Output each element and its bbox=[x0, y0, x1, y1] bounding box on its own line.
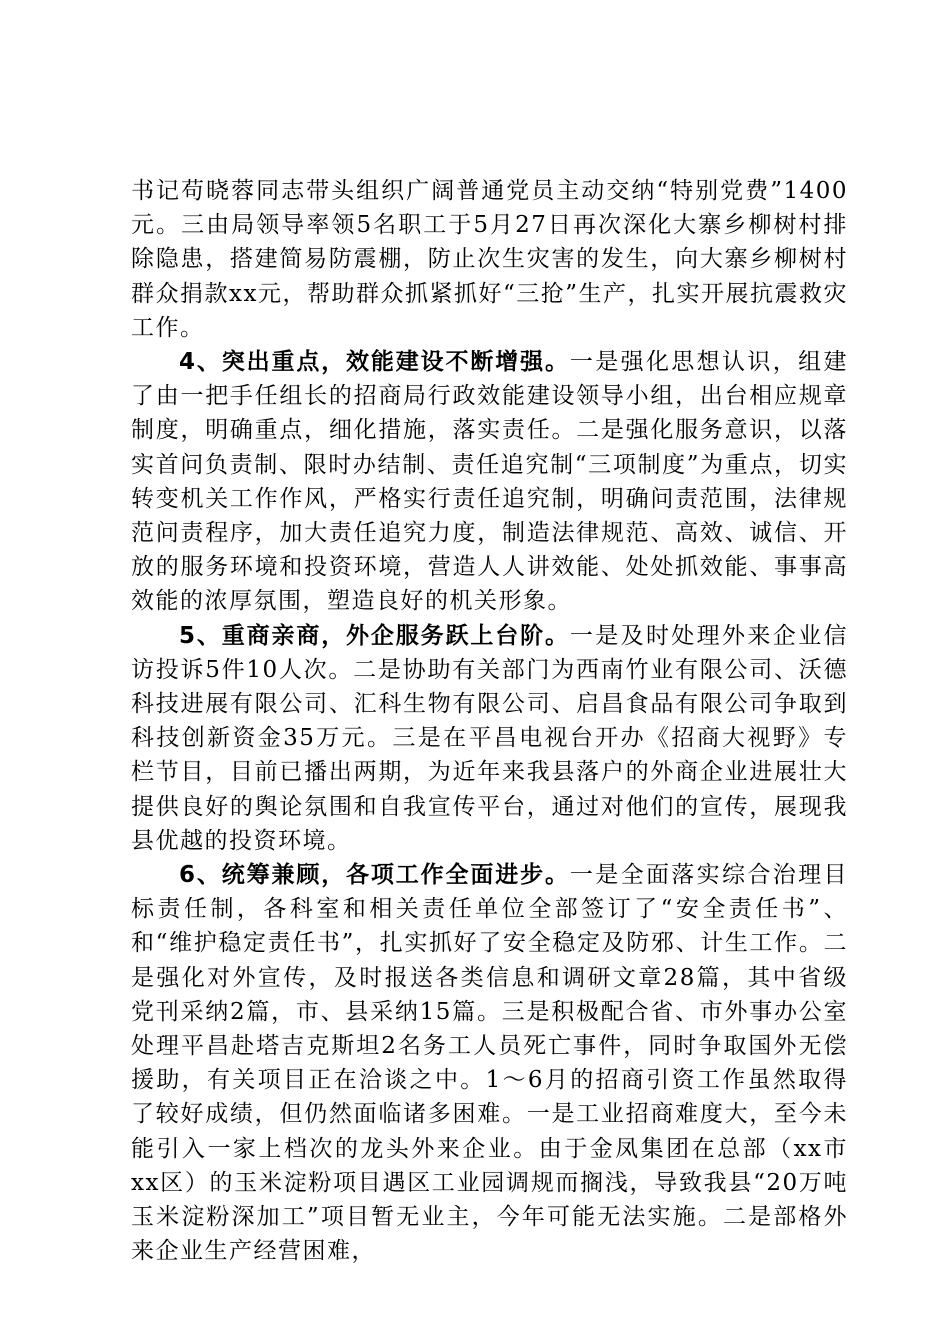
paragraph-heading: 5、重商亲商，外企服务跃上台阶。 bbox=[179, 622, 570, 649]
paragraph-heading: 6、统筹兼顾，各项工作全面进步。 bbox=[179, 862, 570, 889]
paragraph-enterprise-service bbox=[131, 619, 848, 858]
paragraph-text: 一是全面落实综合治理目标责任制，各科室和相关责任单位全部签订了“安全责任书”、和“维护稳定责任书”，扎实抓好了安全稳定及防邪、计生工作。二是强化对外宣传，及时报送各类信息和调研文章28篇，其中省级党刊采纳2篇，市、县采纳15篇。三是积极配合省、市外事办公室处理平昌赴塔吉克斯坦2名务工人员死亡事件，同时争取国外无偿援助，有关项目正在洽谈之中。1～6月的招商引资工作虽然取得了较好成绩，但仍然面临诸多困难。一是工业招商难度大，至今未能引入一家上档次的龙头外来企业。由于金凤集团在总部（xx市xx区）的玉米淀粉项目遇区工业园调规而搁浅，导致我县“20万吨玉米淀粉深加工”项目暂无业主，今年可能无法实施。二是部格外来企业生产经营困难， bbox=[131, 862, 848, 1265]
paragraph-efficiency bbox=[131, 345, 848, 619]
paragraph-text: 书记苟晓蓉同志带头组织广阔普通党员主动交纳“特别党费”1400元。三由局领导率领5名职工于5月27日再次深化大寨乡柳树村排除隐患，搭建简易防震棚，防止次生灾害的发生，向大寨乡柳树村群众捐款xx元，帮助群众抓紧抓好“三抢”生产，扎实开展抗震救灾工作。 bbox=[131, 178, 848, 341]
paragraph-heading: 4、突出重点，效能建设不断增强。 bbox=[179, 349, 570, 376]
paragraph-text: 一是及时处理外来企业信访投诉5件10人次。二是协助有关部门为西南竹业有限公司、沃德科技进展有限公司、汇科生物有限公司、启昌食品有限公司争取到科技创新资金35万元。三是在平昌电视台开办《招商大视野》专栏节目，目前已播出两期，为近年来我县落户的外商企业进展壮大提供良好的舆论氛围和自我宣传平台，通过对他们的宣传，展现我县优越的投资环境。 bbox=[131, 622, 848, 854]
paragraph-overall-progress bbox=[131, 858, 848, 1268]
document-body bbox=[131, 174, 848, 1269]
paragraph-continuation bbox=[131, 174, 848, 345]
paragraph-text: 一是强化思想认识，组建了由一把手任组长的招商局行政效能建设领导小组，出台相应规章制度，明确重点，细化措施，落实责任。二是强化服务意识，以落实首问负责制、限时办结制、责任追究制“三项制度”为重点，切实转变机关工作作风，严格实行责任追究制，明确问责范围，法律规范问责程序，加大责任追究力度，制造法律规范、高效、诚信、开放的服务环境和投资环境，营造人人讲效能、处处抓效能、事事高效能的浓厚氛围，塑造良好的机关形象。 bbox=[131, 349, 848, 615]
